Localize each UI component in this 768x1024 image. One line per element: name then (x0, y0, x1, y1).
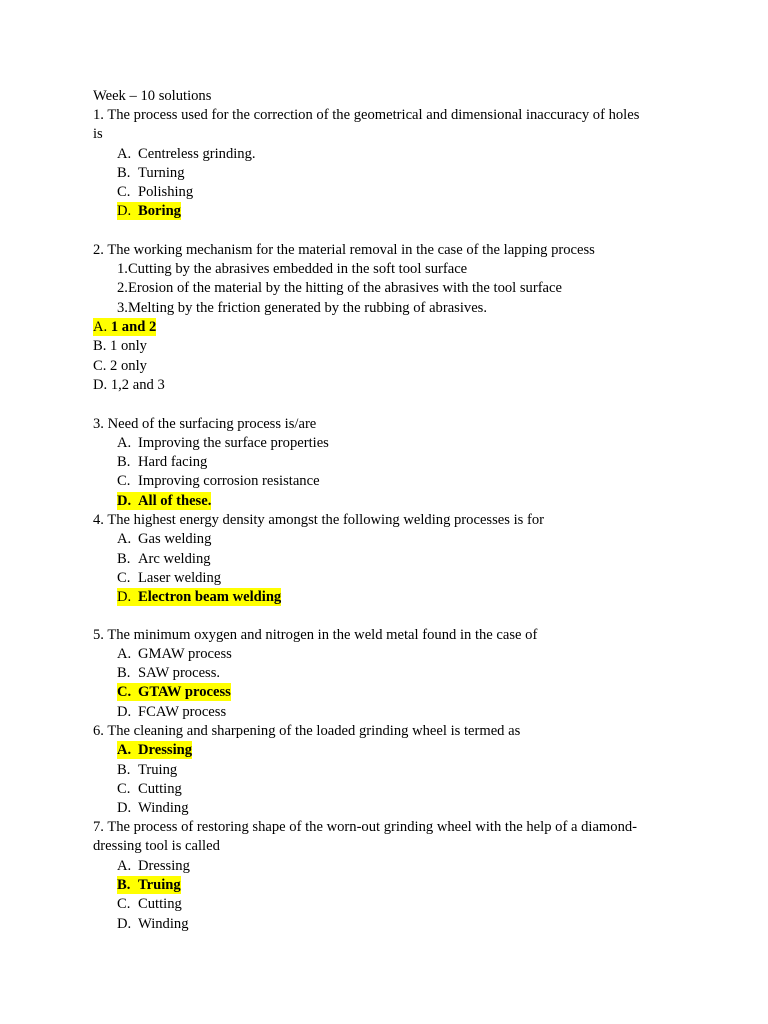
question-4-option-c: C. Laser welding (117, 570, 222, 586)
question-2-answer: A. 1 and 2 (93, 319, 157, 335)
question-3-option-b: B. Hard facing (117, 454, 208, 470)
question-2-option-d: D. 1,2 and 3 (93, 377, 165, 393)
question-1-option-b: B. Turning (117, 165, 185, 181)
question-7-stem: 7. The process of restoring shape of the worn-out grinding wheel with the help of a diamond-dressing tool is called (93, 819, 638, 854)
question-2-statement-3: 3.Melting by the friction generated by the rubbing of abrasives. (117, 300, 488, 316)
question-3-option-c: C. Improving corrosion resistance (117, 473, 320, 489)
question-1-option-c: C. Polishing (117, 184, 194, 200)
question-6-option-c: C. Cutting (117, 781, 182, 797)
question-5-stem: 5. The minimum oxygen and nitrogen in the weld metal found in the case of (93, 627, 538, 643)
question-2-statement-1: 1.Cutting by the abrasives embedded in the soft tool surface (117, 261, 468, 277)
question-1-stem: 1. The process used for the correction of the geometrical and dimensional inaccuracy of holes (93, 107, 640, 123)
question-2-statement-2: 2.Erosion of the material by the hitting of the abrasives with the tool surface (117, 280, 562, 296)
question-2-stem: 2. The working mechanism for the material removal in the case of the lapping process (93, 242, 595, 258)
question-6-option-d: D. Winding (117, 800, 189, 816)
question-4-stem: 4. The highest energy density amongst the following welding processes is for (93, 512, 544, 528)
question-5-option-a: A. GMAW process (117, 646, 232, 662)
question-4-option-a: A. Gas welding (117, 531, 212, 547)
question-6-option-b: B. Truing (117, 762, 178, 778)
question-6-answer: A. Dressing (117, 742, 193, 758)
question-1-stem-continued: is (93, 126, 103, 142)
question-7-answer: B. Truing (117, 877, 181, 893)
question-5-option-b: B. SAW process. (117, 665, 221, 681)
question-4-answer: D. Electron beam welding (117, 589, 282, 605)
question-3-option-a: A. Improving the surface properties (117, 435, 329, 451)
question-7-option-c: C. Cutting (117, 896, 182, 912)
question-3-stem: 3. Need of the surfacing process is/are (93, 416, 317, 432)
question-5-option-d: D. FCAW process (117, 704, 227, 720)
question-2-option-b: B. 1 only (93, 338, 147, 354)
question-1-answer: D. Boring (117, 203, 181, 219)
question-7-option-a: A. Dressing (117, 858, 190, 874)
question-3-answer: D. All of these. (117, 493, 212, 509)
page-title: Week – 10 solutions (93, 88, 212, 104)
question-2-option-c: C. 2 only (93, 358, 147, 374)
question-1-option-a: A. Centreless grinding. (117, 146, 256, 162)
question-4-option-b: B. Arc welding (117, 551, 211, 567)
question-5-answer: C. GTAW process (117, 684, 231, 700)
question-7-option-d: D. Winding (117, 916, 189, 932)
question-6-stem: 6. The cleaning and sharpening of the loaded grinding wheel is termed as (93, 723, 521, 739)
